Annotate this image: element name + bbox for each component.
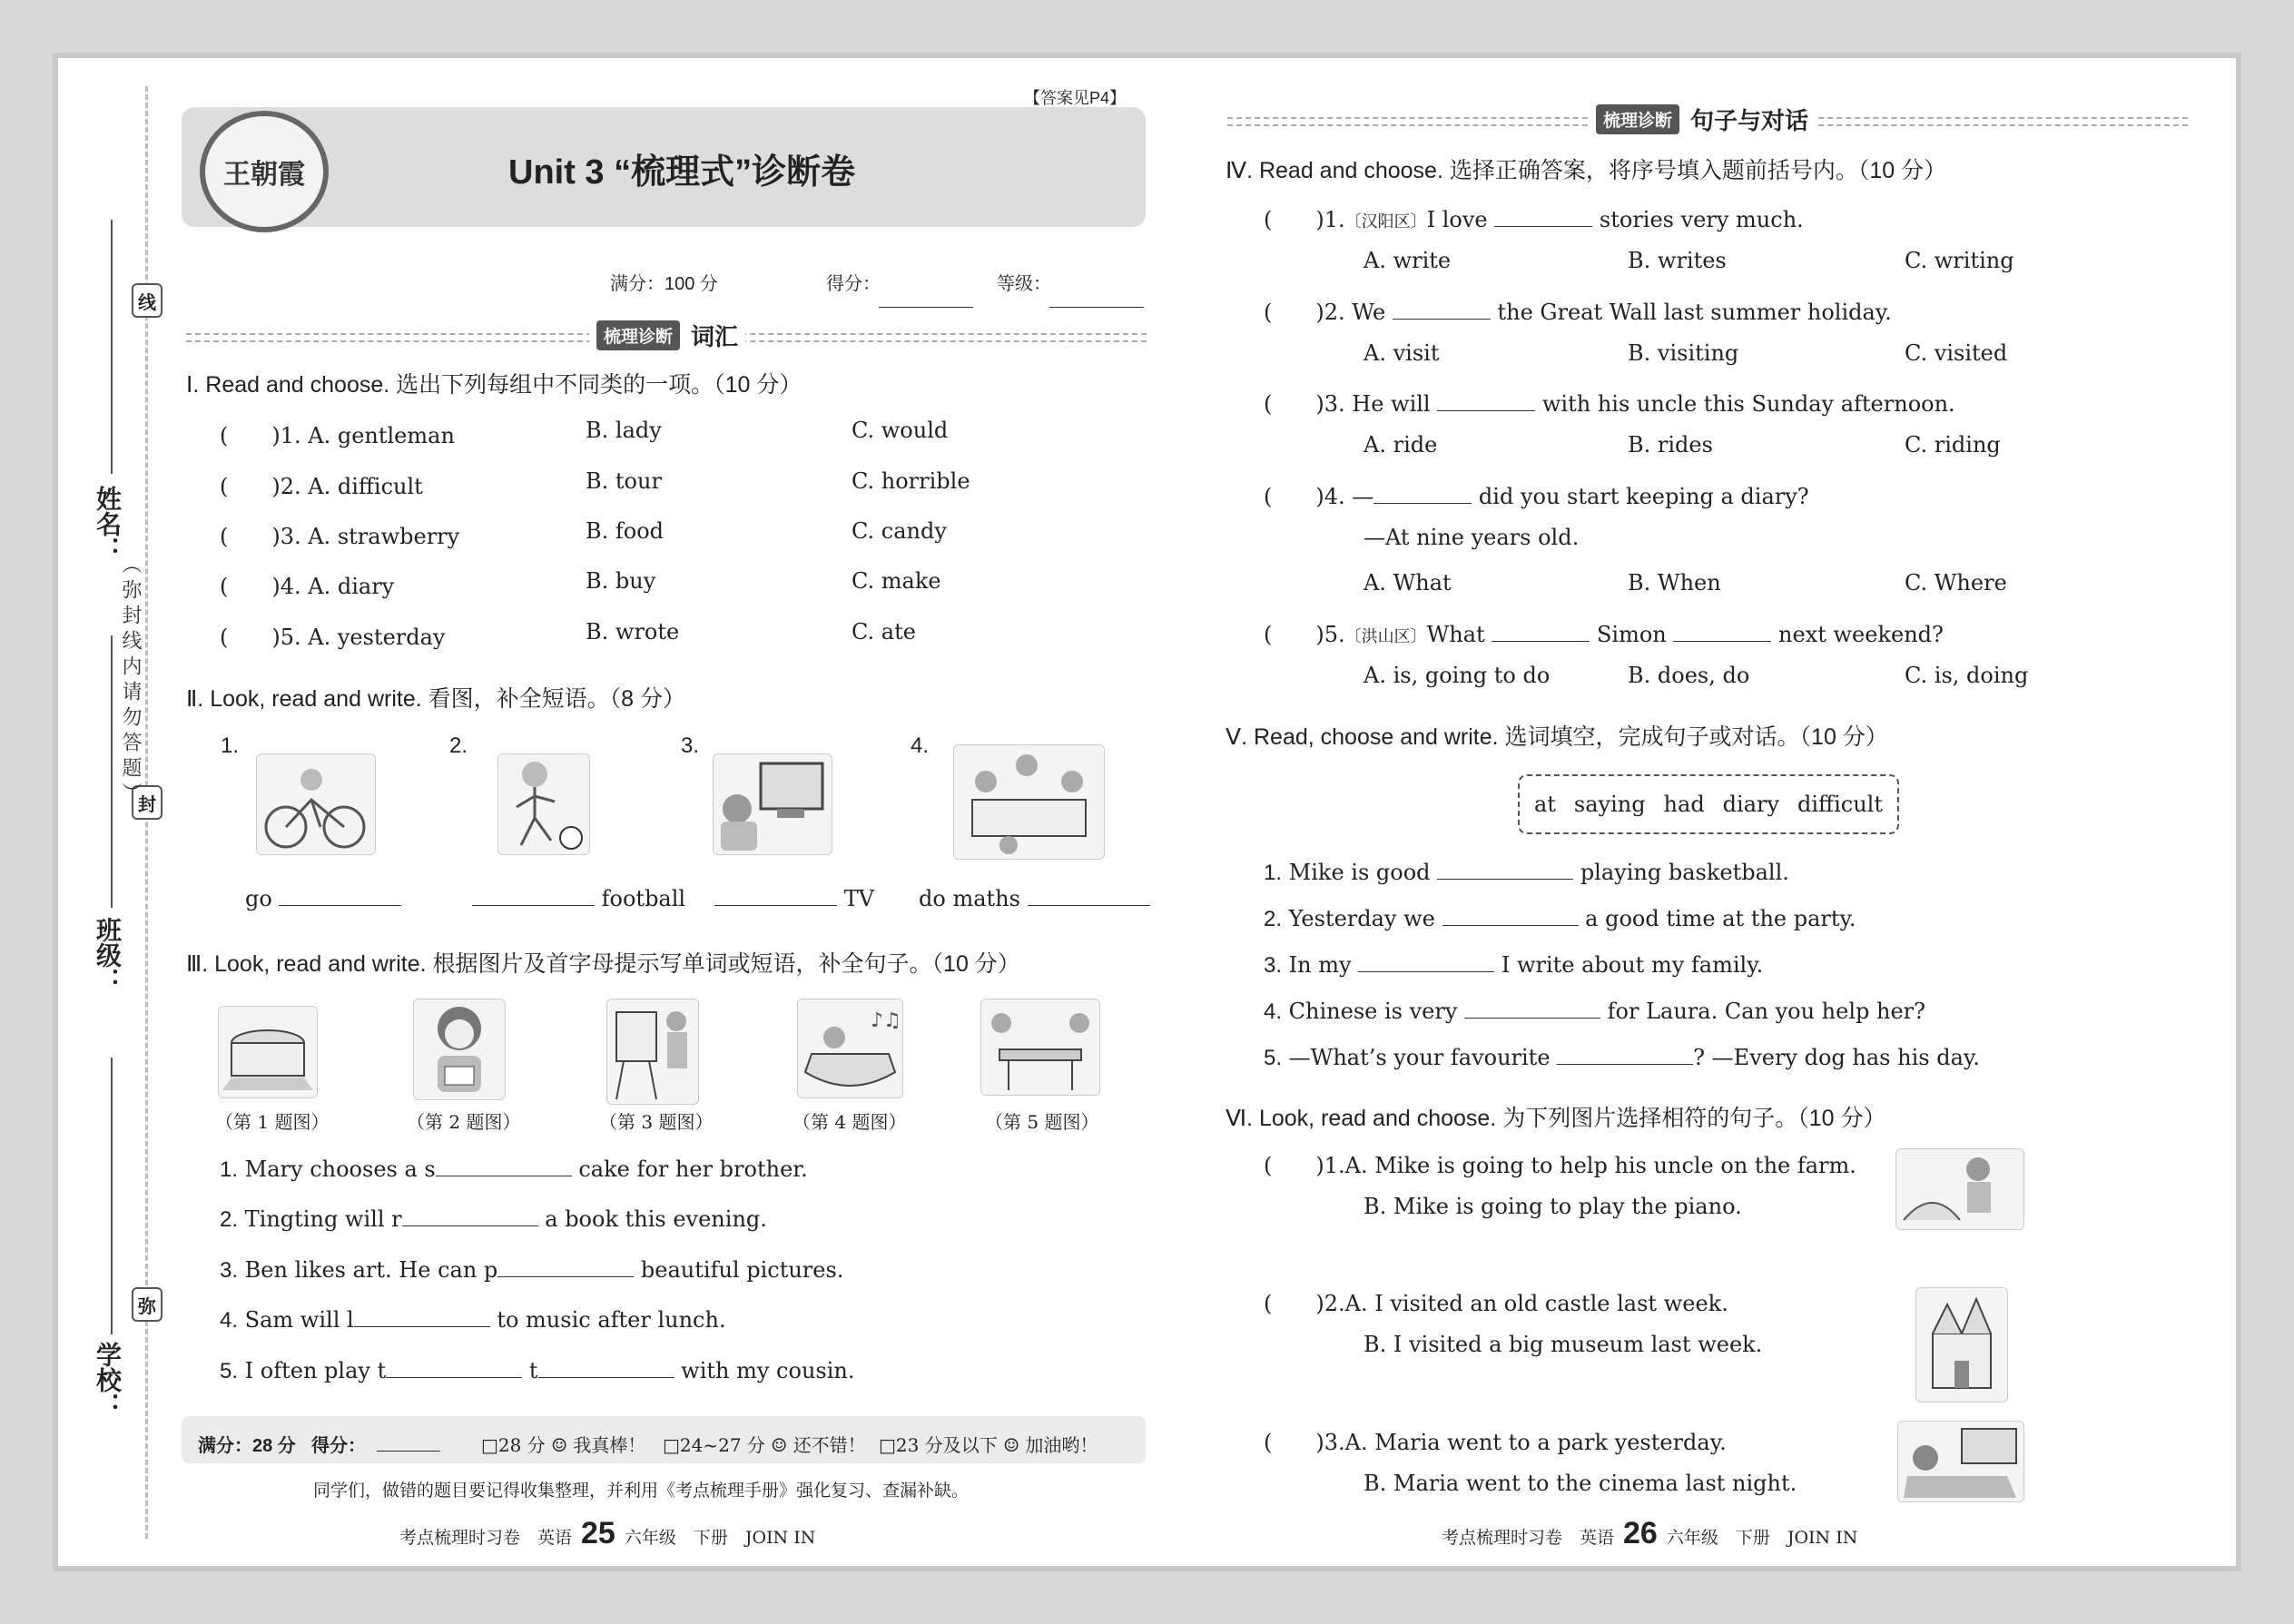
- grade-blank[interactable]: [1049, 287, 1144, 308]
- s1-item-4-b: B. buy: [586, 568, 656, 594]
- section-5-header: Ⅴ. Read, choose and write. 选词填空，完成句子或对话。（10 分）: [1226, 724, 1888, 750]
- s4-q4-answer-line: —At nine years old.: [1364, 525, 1580, 550]
- image-cycling: [256, 753, 376, 855]
- s4-q1-opt-b: B. writes: [1628, 248, 1727, 273]
- image-table-tennis: [980, 999, 1100, 1096]
- reading-girl-icon: [414, 999, 505, 1099]
- cinema-icon: [1898, 1422, 2023, 1501]
- s3-s2-b: a book this evening.: [545, 1206, 767, 1232]
- s5-sentence-5: [1264, 1044, 1980, 1071]
- district-tag: 〔汉阳区〕: [1344, 212, 1427, 231]
- s3-sentence-3: [220, 1256, 843, 1284]
- s3-blank-5b[interactable]: [538, 1357, 674, 1378]
- s4-q4-opt-c: C. Where: [1905, 570, 2007, 595]
- bicycle-icon: [257, 754, 375, 854]
- s1-item-2-c: C. horrible: [852, 468, 970, 494]
- footer-left-post: 六年级 下册 JOIN IN: [624, 1528, 816, 1548]
- s3-s3-a: Ben likes art. He can p: [244, 1257, 498, 1283]
- seal-note: （弥封线内请勿答题）: [119, 554, 142, 808]
- s2-phrase-2: [472, 885, 685, 911]
- easel-icon: [607, 999, 698, 1104]
- s3-blank-2[interactable]: [402, 1206, 538, 1226]
- class-field-line[interactable]: [111, 635, 113, 908]
- seal-char-seal: 封: [132, 785, 162, 820]
- s6-q1-opt-a: A. Mike is going to help his uncle on the farm.: [1344, 1153, 1856, 1178]
- footer-option-3[interactable]: [879, 1431, 1098, 1457]
- s3-num-5: 5.: [220, 1359, 239, 1383]
- s4-q4-blank[interactable]: [1373, 483, 1472, 504]
- image-farm: [1895, 1148, 2024, 1230]
- exam-sheet: [53, 53, 2241, 1571]
- castle-icon: [1916, 1288, 2007, 1402]
- s3-s2-a: Tingting will r: [244, 1206, 402, 1232]
- s4-q2-num: ( )2.: [1264, 300, 1345, 325]
- page-footer-left: [399, 1516, 815, 1551]
- s1-item-3-b: B. food: [586, 518, 665, 544]
- s4-q5-num: ( )5.: [1264, 622, 1345, 647]
- listening-music-icon: [798, 999, 902, 1097]
- s6-q3-a[interactable]: [1264, 1424, 1727, 1456]
- footer-option-2[interactable]: [663, 1431, 866, 1457]
- s3-sentence-1: [220, 1156, 808, 1183]
- section-1-header: Ⅰ. Read and choose. 选出下列每组中不同类的一项。（10 分）: [186, 372, 802, 398]
- seal-char-line: 线: [132, 283, 162, 318]
- section-4-header: Ⅳ. Read and choose. 选择正确答案，将序号填入题前括号内。（10 分）: [1226, 158, 1947, 183]
- image-football: [497, 753, 590, 855]
- footer-option-1[interactable]: [481, 1431, 645, 1457]
- word-bank: [1518, 774, 1899, 834]
- s3-sentence-5: [220, 1357, 854, 1384]
- footer-full-score: 满分：28 分: [198, 1436, 296, 1456]
- s2-num-3: 3.: [681, 733, 700, 758]
- s6-q2-opt-a: A. I visited an old castle last week.: [1344, 1291, 1728, 1316]
- s2-blank-4[interactable]: [1028, 885, 1150, 906]
- s5-sentence-3: [1264, 951, 1763, 979]
- s5-blank-5[interactable]: [1557, 1044, 1693, 1065]
- grade-label: 等级：: [997, 274, 1051, 294]
- s4-q3-a: He will: [1352, 391, 1431, 417]
- footer-score-label: 得分：: [311, 1436, 366, 1456]
- s5-sentence-4: [1264, 998, 1925, 1025]
- s3-num-2: 2.: [220, 1207, 239, 1232]
- s4-q4-num: ( )4.: [1264, 484, 1345, 509]
- s5-s5-b: ? —Every dog has his day.: [1693, 1045, 1980, 1070]
- s4-q5-mid: Simon: [1596, 622, 1667, 647]
- s1-item-2-a[interactable]: ( )2. A. difficult: [220, 474, 423, 499]
- s4-q5-opt-a: A. is, going to do: [1364, 663, 1551, 688]
- section-tag-vocab: [186, 320, 1147, 350]
- s2-num-2: 2.: [449, 733, 468, 758]
- s6-q3-opt-a: A. Maria went to a park yesterday.: [1344, 1430, 1727, 1455]
- footer-opt2-text: □24~27 分: [663, 1434, 765, 1456]
- s2-phrase-1: [245, 885, 401, 911]
- s2-phrase-1-text: go: [245, 886, 272, 911]
- s5-s1-b: playing basketball.: [1580, 860, 1789, 885]
- footer-opt1-text: □28 分: [481, 1434, 546, 1456]
- s1-item-2-b: B. tour: [586, 468, 662, 494]
- score-label: 得分：: [826, 274, 881, 294]
- s5-blank-4[interactable]: [1464, 998, 1600, 1019]
- page-footer-right: [1442, 1516, 1857, 1551]
- s5-s1-a: Mike is good: [1288, 860, 1431, 885]
- footer-score-blank[interactable]: [377, 1431, 440, 1452]
- answer-reference: 【答案见P4】: [1024, 89, 1127, 107]
- farm-icon: [1896, 1149, 2023, 1229]
- s4-q5-b: next weekend?: [1778, 622, 1944, 647]
- football-icon: [498, 754, 589, 854]
- s5-num-1: 1.: [1264, 861, 1283, 885]
- s1-item-4-a[interactable]: ( )4. A. diary: [220, 574, 395, 599]
- s4-q5-blank-1[interactable]: [1492, 621, 1590, 642]
- svg-text:♪♫: ♪♫: [871, 1009, 901, 1032]
- s3-caption-5: （第 5 题图）: [985, 1111, 1099, 1133]
- tag-label: [1589, 103, 1816, 136]
- s2-phrase-3-text: TV: [843, 886, 874, 911]
- s4-q4-opt-b: B. When: [1628, 570, 1721, 595]
- s4-q4-opt-a: A. What: [1364, 570, 1452, 595]
- s2-phrase-2-text: football: [601, 886, 686, 911]
- s2-phrase-4-text: do maths: [919, 886, 1020, 911]
- image-drawing: [606, 999, 699, 1105]
- s5-s2-b: a good time at the party.: [1585, 906, 1856, 931]
- s4-q1-b: stories very much.: [1599, 207, 1804, 232]
- s5-num-2: 2.: [1264, 907, 1283, 931]
- s5-s4-a: Chinese is very: [1288, 999, 1458, 1024]
- s4-q2-opt-b: B. visiting: [1628, 340, 1739, 366]
- tv-icon: [714, 754, 832, 854]
- image-watching-tv: [713, 753, 832, 855]
- word-at: at: [1533, 792, 1556, 817]
- s5-sentence-1: [1264, 859, 1789, 886]
- s5-s3-a: In my: [1288, 952, 1352, 978]
- footer-left-pre: 考点梳理时习卷 英语: [399, 1528, 573, 1548]
- s6-q3-opt-b: B. Maria went to the cinema last night.: [1364, 1471, 1797, 1496]
- s4-q3-b: with his uncle this Sunday afternoon.: [1541, 391, 1955, 417]
- school-label: 学校：: [94, 1342, 122, 1418]
- s5-num-5: 5.: [1264, 1046, 1283, 1070]
- classroom-icon: [954, 745, 1104, 859]
- s2-phrase-4: [919, 885, 1150, 911]
- s3-blank-4[interactable]: [354, 1306, 490, 1327]
- s4-q1-opt-c: C. writing: [1905, 248, 2014, 273]
- s1-item-1-a[interactable]: ( )1. A. gentleman: [220, 423, 455, 448]
- s5-s3-b: I write about my family.: [1501, 952, 1764, 978]
- s3-s1-b: cake for her brother.: [578, 1156, 808, 1182]
- smile-icon: ☺: [551, 1434, 567, 1456]
- s1-item-5-b: B. wrote: [586, 619, 680, 645]
- school-field-line[interactable]: [111, 1058, 113, 1334]
- s2-blank-3[interactable]: [714, 885, 837, 906]
- s4-q3-opt-b: B. rides: [1628, 432, 1713, 458]
- footer-opt3-comment: 加油哟！: [1025, 1434, 1098, 1456]
- section-2-header: Ⅱ. Look, read and write. 看图，补全短语。（8 分）: [186, 686, 685, 712]
- s4-q2-blank[interactable]: [1393, 299, 1491, 320]
- word-difficult: difficult: [1797, 792, 1883, 817]
- s6-q2-opt-b: B. I visited a big museum last week.: [1364, 1332, 1763, 1357]
- table-tennis-icon: [981, 999, 1099, 1095]
- s4-q4-a: —: [1352, 484, 1374, 509]
- s4-q5-blank-2[interactable]: [1673, 621, 1771, 642]
- tag-label: [589, 319, 745, 352]
- s4-q5-a: What: [1426, 622, 1485, 647]
- image-cinema: [1897, 1421, 2024, 1502]
- s5-num-4: 4.: [1264, 999, 1283, 1024]
- s4-q5-opt-c: C. is, doing: [1905, 663, 2029, 688]
- image-music: [797, 999, 903, 1098]
- word-had: had: [1663, 792, 1705, 817]
- s5-blank-2[interactable]: [1442, 905, 1579, 926]
- s3-blank-1[interactable]: [436, 1156, 572, 1176]
- s3-num-1: 1.: [220, 1157, 239, 1182]
- page-number-right: 26: [1623, 1516, 1658, 1550]
- s4-q3-opt-a: A. ride: [1364, 432, 1438, 458]
- word-diary: diary: [1722, 792, 1780, 817]
- score-blank[interactable]: [879, 287, 973, 308]
- s4-q2-b: the Great Wall last summer holiday.: [1497, 300, 1892, 325]
- s4-q2[interactable]: [1264, 294, 1892, 326]
- s1-item-3-a[interactable]: ( )3. A. strawberry: [220, 524, 460, 549]
- word-saying: saying: [1573, 792, 1646, 817]
- seal-char-mi: 弥: [132, 1287, 162, 1322]
- s4-q1-blank[interactable]: [1494, 206, 1592, 227]
- page-number-left: 25: [581, 1516, 615, 1550]
- s4-q2-a: We: [1352, 300, 1386, 325]
- s2-num-1: 1.: [221, 733, 240, 758]
- s4-q1[interactable]: [1264, 202, 1804, 233]
- full-score: 满分：100 分: [610, 274, 718, 294]
- s4-q5[interactable]: [1264, 616, 1944, 648]
- s3-s5-a: I often play t: [244, 1358, 387, 1383]
- footer-opt1-comment: 我真棒！: [573, 1434, 646, 1456]
- s3-blank-3[interactable]: [497, 1256, 634, 1277]
- s4-q2-opt-c: C. visited: [1905, 340, 2008, 366]
- smile-icon: ☺: [771, 1434, 788, 1456]
- s4-q1-a: I love: [1426, 207, 1488, 232]
- s4-q4-b: did you start keeping a diary?: [1478, 484, 1809, 509]
- s2-blank-1[interactable]: [279, 885, 401, 906]
- s4-q3-opt-c: C. riding: [1905, 432, 2001, 458]
- s4-q1-opt-a: A. write: [1364, 248, 1452, 273]
- s6-q1-opt-b: B. Mike is going to play the piano.: [1364, 1194, 1742, 1219]
- s4-q1-num: ( )1.: [1264, 207, 1345, 232]
- footer-opt3-text: □23 分及以下: [879, 1434, 998, 1456]
- s3-num-3: 3.: [220, 1258, 239, 1283]
- s4-q3-blank[interactable]: [1437, 390, 1535, 411]
- image-castle: [1915, 1287, 2008, 1403]
- s3-s5-mid: t: [528, 1358, 538, 1383]
- s5-s2-a: Yesterday we: [1288, 906, 1435, 931]
- s5-sentence-2: [1264, 905, 1856, 932]
- s3-s1-a: Mary chooses a s: [244, 1156, 436, 1182]
- name-label: 姓名：: [94, 486, 122, 562]
- s1-item-5-a[interactable]: ( )5. A. yesterday: [220, 625, 446, 650]
- footer-right-pre: 考点梳理时习卷 英语: [1442, 1528, 1615, 1548]
- class-label: 班级：: [94, 917, 122, 993]
- s5-s4-b: for Laura. Can you help her?: [1607, 999, 1926, 1024]
- s3-s3-b: beautiful pictures.: [640, 1257, 844, 1283]
- s3-sentence-4: [220, 1306, 726, 1334]
- s3-s4-b: to music after lunch.: [497, 1307, 726, 1333]
- s3-s5-b: with my cousin.: [681, 1358, 855, 1383]
- s2-phrase-3: [714, 885, 874, 911]
- s6-q2-num: ( )2.: [1264, 1291, 1345, 1316]
- s4-q3-num: ( )3.: [1264, 391, 1345, 417]
- s4-q4[interactable]: [1264, 478, 1809, 510]
- tag-name: 词汇: [691, 322, 739, 350]
- s3-caption-1: （第 1 题图）: [215, 1111, 330, 1133]
- logo-text: 王朝霞: [223, 159, 305, 191]
- s3-caption-2: （第 2 题图）: [407, 1111, 521, 1133]
- s5-blank-3[interactable]: [1358, 951, 1494, 972]
- s3-caption-3: （第 3 题图）: [599, 1111, 714, 1133]
- section-6-header: Ⅵ. Look, read and choose. 为下列图片选择相符的句子。（10 分）: [1226, 1106, 1886, 1131]
- s3-blank-5a[interactable]: [386, 1357, 522, 1378]
- s3-sentence-2: [220, 1206, 767, 1233]
- s6-q1-a[interactable]: [1264, 1147, 1856, 1179]
- tag-badge: 梳理诊断: [596, 320, 680, 350]
- s4-q5-opt-b: B. does, do: [1628, 663, 1750, 688]
- publisher-logo: [200, 111, 329, 232]
- s1-item-4-c: C. make: [852, 568, 941, 594]
- s2-blank-2[interactable]: [472, 885, 595, 906]
- s4-q3[interactable]: [1264, 386, 1955, 418]
- s6-q1-num: ( )1.: [1264, 1153, 1345, 1178]
- tag-badge: 梳理诊断: [1596, 104, 1679, 134]
- cake-icon: [219, 1007, 317, 1097]
- s1-item-1-b: B. lady: [586, 418, 662, 443]
- tag-name: 句子与对话: [1690, 106, 1809, 134]
- section-tag-sentences: [1227, 103, 2188, 134]
- page-title: Unit 3 “梳理式”诊断卷: [508, 153, 856, 192]
- study-tip: 同学们，做错的题目要记得收集整理，并利用《考点梳理手册》强化复习、查漏补缺。: [313, 1481, 970, 1501]
- footer-right-post: 六年级 下册 JOIN IN: [1666, 1528, 1858, 1548]
- s5-num-3: 3.: [1264, 953, 1283, 978]
- s1-item-3-c: C. candy: [852, 518, 947, 544]
- s5-s5-a: —What’s your favourite: [1288, 1045, 1551, 1070]
- image-do-maths: [953, 744, 1105, 860]
- s4-q2-opt-a: A. visit: [1364, 340, 1440, 366]
- s3-s4-a: Sam will l: [244, 1307, 354, 1333]
- section-3-header: Ⅲ. Look, read and write. 根据图片及首字母提示写单词或短语，补全句子。（10 分）: [186, 951, 1020, 977]
- name-field-line[interactable]: [111, 220, 113, 474]
- s3-caption-4: （第 4 题图）: [793, 1111, 907, 1133]
- image-cake: [218, 1006, 318, 1098]
- s1-item-5-c: C. ate: [852, 619, 916, 645]
- district-tag: 〔洪山区〕: [1344, 627, 1427, 646]
- s6-q2-a[interactable]: [1264, 1285, 1728, 1317]
- cheer-icon: ☺: [1003, 1434, 1019, 1456]
- s3-num-4: 4.: [220, 1308, 239, 1333]
- s5-blank-1[interactable]: [1437, 859, 1573, 880]
- footer-opt2-comment: 还不错！: [793, 1434, 866, 1456]
- image-reading: [413, 999, 506, 1100]
- s1-item-1-c: C. would: [852, 418, 949, 443]
- s6-q3-num: ( )3.: [1264, 1430, 1345, 1455]
- s2-num-4: 4.: [911, 733, 930, 758]
